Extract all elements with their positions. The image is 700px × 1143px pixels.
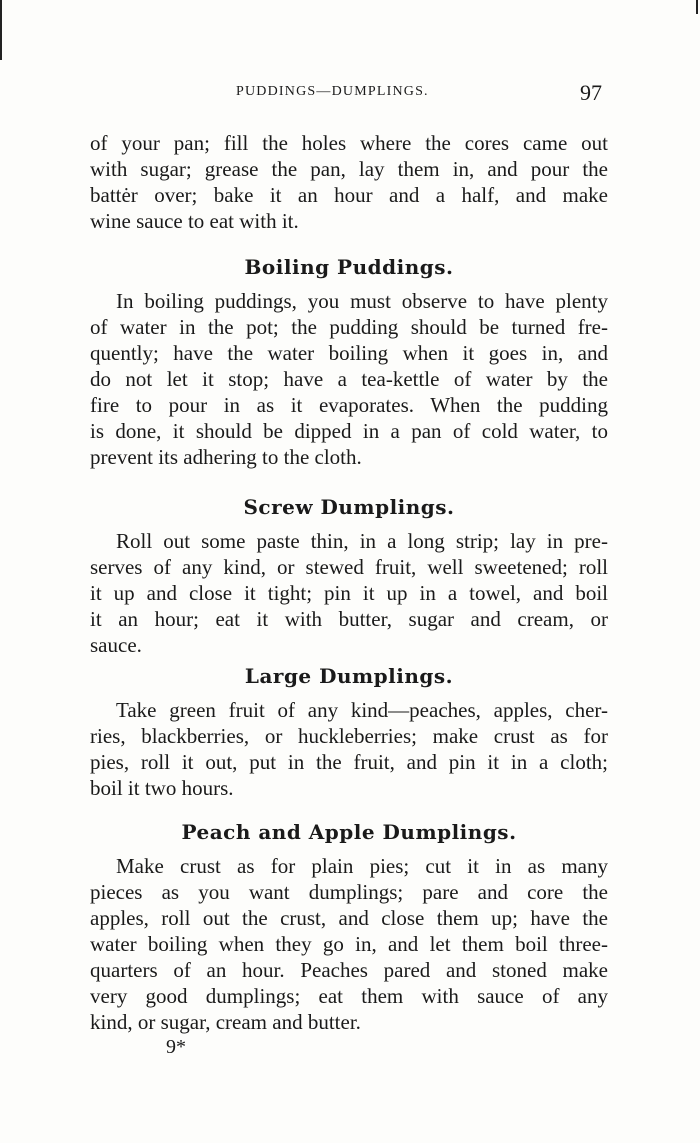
section-heading: Screw Dumplings. bbox=[243, 495, 455, 519]
text-line: pieces as you want dumplings; pare and core the bbox=[90, 880, 608, 904]
scan-edge-mark bbox=[0, 0, 2, 60]
section-heading: Peach and Apple Dumplings. bbox=[181, 820, 517, 844]
text-line: water boiling when they go in, and let them boil three- bbox=[90, 932, 608, 956]
text-line: sauce. bbox=[90, 633, 142, 657]
text-line: boil it two hours. bbox=[90, 776, 234, 800]
text-line: it up and close it tight; pin it up in a towel, and boil bbox=[90, 581, 608, 605]
text-line: quently; have the water boiling when it goes in, and bbox=[90, 341, 608, 365]
text-line: prevent its adhering to the cloth. bbox=[90, 445, 362, 469]
section-heading: Large Dumplings. bbox=[244, 664, 454, 688]
text-line: apples, roll out the crust, and close them up; have the bbox=[90, 906, 608, 930]
text-line: serves of any kind, or stewed fruit, well sweetened; roll bbox=[90, 555, 608, 579]
section-4 bbox=[90, 819, 608, 1035]
text-line: wine sauce to eat with it. bbox=[90, 209, 299, 233]
text-line: it an hour; eat it with butter, sugar and cream, or bbox=[90, 607, 608, 631]
text-line: of your pan; fill the holes where the cores came out bbox=[90, 131, 608, 155]
section-heading: Boiling Puddings. bbox=[244, 255, 454, 279]
text-line: battėr over; bake it an hour and a half, and make bbox=[90, 183, 608, 207]
text-line: Roll out some paste thin, in a long strip; lay in pre- bbox=[116, 529, 608, 553]
section-3 bbox=[90, 663, 608, 801]
text-line: ries, blackberries, or huckleberries; make crust as for bbox=[90, 724, 608, 748]
text-line: kind, or sugar, cream and butter. bbox=[90, 1010, 361, 1034]
text-line: with sugar; grease the pan, lay them in, and pour the bbox=[90, 157, 608, 181]
text-line: Make crust as for plain pies; cut it in as many bbox=[116, 854, 608, 878]
section-0 bbox=[90, 130, 608, 234]
page-number: 97 bbox=[580, 80, 602, 105]
text-line: is done, it should be dipped in a pan of cold water, to bbox=[90, 419, 608, 443]
section-2 bbox=[90, 494, 608, 658]
text-line: quarters of an hour. Peaches pared and stoned make bbox=[90, 958, 608, 982]
signature-mark: 9* bbox=[166, 1036, 186, 1058]
scan-edge-mark bbox=[696, 0, 698, 14]
text-line: of water in the pot; the pudding should be turned fre- bbox=[90, 315, 608, 339]
running-header: PUDDINGS—DUMPLINGS. bbox=[236, 84, 429, 99]
section-1 bbox=[90, 254, 608, 470]
text-line: In boiling puddings, you must observe to have plenty bbox=[116, 289, 608, 313]
text-line: pies, roll it out, put in the fruit, and pin it in a cloth; bbox=[90, 750, 608, 774]
text-line: Take green fruit of any kind—peaches, apples, cher- bbox=[116, 698, 608, 722]
text-line: fire to pour in as it evaporates. When the pudding bbox=[90, 393, 608, 417]
text-line: do not let it stop; have a tea-kettle of water by the bbox=[90, 367, 608, 391]
text-line: very good dumplings; eat them with sauce of any bbox=[90, 984, 608, 1008]
